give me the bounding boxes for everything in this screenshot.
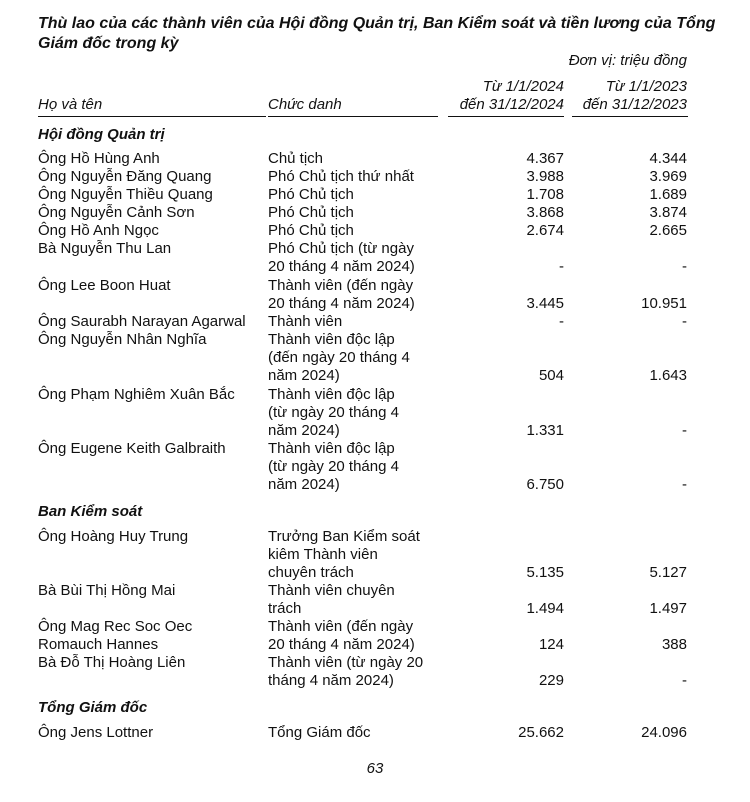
row-role: Tổng Giám đốc [268, 724, 371, 741]
section-title-ceo: Tổng Giám đốc [38, 699, 148, 716]
row-name: Ông Eugene Keith Galbraith [38, 440, 226, 457]
row-value-2023: - [682, 313, 687, 330]
row-role: 20 tháng 4 năm 2024) [268, 258, 415, 275]
row-role: Chủ tịch [268, 150, 324, 167]
row-name: Romauch Hannes [38, 636, 159, 653]
row-role: Thành viên (đến ngày [268, 277, 414, 294]
row-role: kiêm Thành viên [268, 546, 378, 563]
row-value-2023: - [682, 672, 687, 689]
row-role: 20 tháng 4 năm 2024) [268, 636, 415, 653]
row-value-2024: - [559, 313, 564, 330]
row-role: Thành viên chuyên [268, 582, 395, 599]
row-value-2024: 229 [538, 672, 564, 689]
row-value-2023: - [682, 258, 687, 275]
unit-label: Đơn vị: triệu đồng [568, 52, 687, 69]
row-value-2023: - [682, 422, 687, 439]
row-name: Ông Jens Lottner [38, 724, 154, 741]
row-name: Ông Saurabh Narayan Agarwal [38, 313, 246, 330]
row-value-2024: 1.708 [526, 186, 564, 203]
row-role: năm 2024) [268, 476, 340, 493]
row-value-2023: - [682, 476, 687, 493]
row-role: năm 2024) [268, 367, 340, 384]
row-value-2024: - [559, 258, 564, 275]
header-rule-name [38, 116, 266, 117]
row-value-2024: 3.868 [526, 204, 564, 221]
column-header-period-2024-line1: Từ 1/1/2024 [482, 78, 564, 95]
row-name: Bà Đỗ Thị Hoàng Liên [38, 654, 186, 671]
row-role: (đến ngày 20 tháng 4 [268, 349, 410, 366]
row-role: trách [268, 600, 302, 617]
column-header-role: Chức danh [268, 96, 342, 113]
row-value-2023: 3.969 [649, 168, 687, 185]
row-role: (từ ngày 20 tháng 4 [268, 404, 399, 421]
row-role: Thành viên độc lập [268, 440, 395, 457]
row-value-2023: 10.951 [641, 295, 687, 312]
column-header-period-2023 [583, 78, 687, 114]
row-role: tháng 4 năm 2024) [268, 672, 394, 689]
row-name: Ông Mag Rec Soc Oec [38, 618, 193, 635]
row-value-2024: 2.674 [526, 222, 564, 239]
row-role: 20 tháng 4 năm 2024) [268, 295, 415, 312]
row-role: Phó Chủ tịch thứ nhất [268, 168, 414, 185]
row-name: Ông Hồ Anh Ngọc [38, 222, 159, 239]
row-role: chuyên trách [268, 564, 354, 581]
row-value-2023: 1.497 [649, 600, 687, 617]
row-role: Thành viên [268, 313, 343, 330]
row-value-2024: 124 [538, 636, 564, 653]
row-name: Ông Hoàng Huy Trung [38, 528, 189, 545]
row-name: Ông Nguyễn Đăng Quang [38, 168, 212, 185]
row-name: Ông Lee Boon Huat [38, 277, 171, 294]
row-name: Bà Nguyễn Thu Lan [38, 240, 172, 257]
row-role: Phó Chủ tịch (từ ngày [268, 240, 414, 257]
row-value-2023: 24.096 [641, 724, 687, 741]
column-header-period-2023-line2: đến 31/12/2023 [582, 96, 687, 113]
row-name: Ông Nguyễn Cảnh Sơn [38, 204, 195, 221]
column-header-name: Họ và tên [38, 96, 103, 113]
header-rule-role [268, 116, 438, 117]
row-role: Thành viên độc lập [268, 331, 395, 348]
row-name: Ông Hồ Hùng Anh [38, 150, 160, 167]
row-value-2024: 3.988 [526, 168, 564, 185]
row-value-2023: 4.344 [649, 150, 687, 167]
row-value-2023: 3.874 [649, 204, 687, 221]
column-header-period-2023-line1: Từ 1/1/2023 [605, 78, 687, 95]
row-value-2024: 25.662 [518, 724, 564, 741]
column-header-period-2024-line2: đến 31/12/2024 [459, 96, 564, 113]
row-value-2023: 2.665 [649, 222, 687, 239]
row-value-2023: 388 [661, 636, 687, 653]
row-value-2024: 1.331 [526, 422, 564, 439]
row-name: Ông Nguyễn Nhân Nghĩa [38, 331, 207, 348]
row-name: Ông Phạm Nghiêm Xuân Bắc [38, 386, 235, 403]
row-role: Phó Chủ tịch [268, 204, 354, 221]
column-header-period-2024 [460, 78, 564, 114]
row-role: (từ ngày 20 tháng 4 [268, 458, 399, 475]
row-role: Phó Chủ tịch [268, 186, 354, 203]
header-rule-period-2024 [448, 116, 564, 117]
row-role: Thành viên độc lập [268, 386, 395, 403]
row-name: Ông Nguyễn Thiều Quang [38, 186, 213, 203]
row-role: Phó Chủ tịch [268, 222, 354, 239]
header-rule-period-2023 [572, 116, 688, 117]
row-value-2023: 1.643 [649, 367, 687, 384]
page-number: 63 [366, 760, 384, 777]
row-role: Thành viên (đến ngày [268, 618, 414, 635]
row-value-2023: 1.689 [649, 186, 687, 203]
row-value-2023: 5.127 [649, 564, 687, 581]
row-value-2024: 1.494 [526, 600, 564, 617]
row-value-2024: 4.367 [526, 150, 564, 167]
row-role: năm 2024) [268, 422, 340, 439]
document-title: Thù lao của các thành viên của Hội đồng Quản trị, Ban Kiểm soát và tiền lương của Tổng Giám đốc trong kỳ [38, 15, 716, 52]
section-title-supervisory: Ban Kiểm soát [38, 503, 143, 520]
row-value-2024: 6.750 [526, 476, 564, 493]
row-value-2024: 3.445 [526, 295, 564, 312]
row-role: Thành viên (từ ngày 20 [268, 654, 424, 671]
section-title-board: Hội đồng Quản trị [38, 126, 165, 143]
row-value-2024: 5.135 [526, 564, 564, 581]
row-value-2024: 504 [538, 367, 564, 384]
row-name: Bà Bùi Thị Hồng Mai [38, 582, 176, 599]
row-role: Trưởng Ban Kiểm soát [268, 528, 420, 545]
